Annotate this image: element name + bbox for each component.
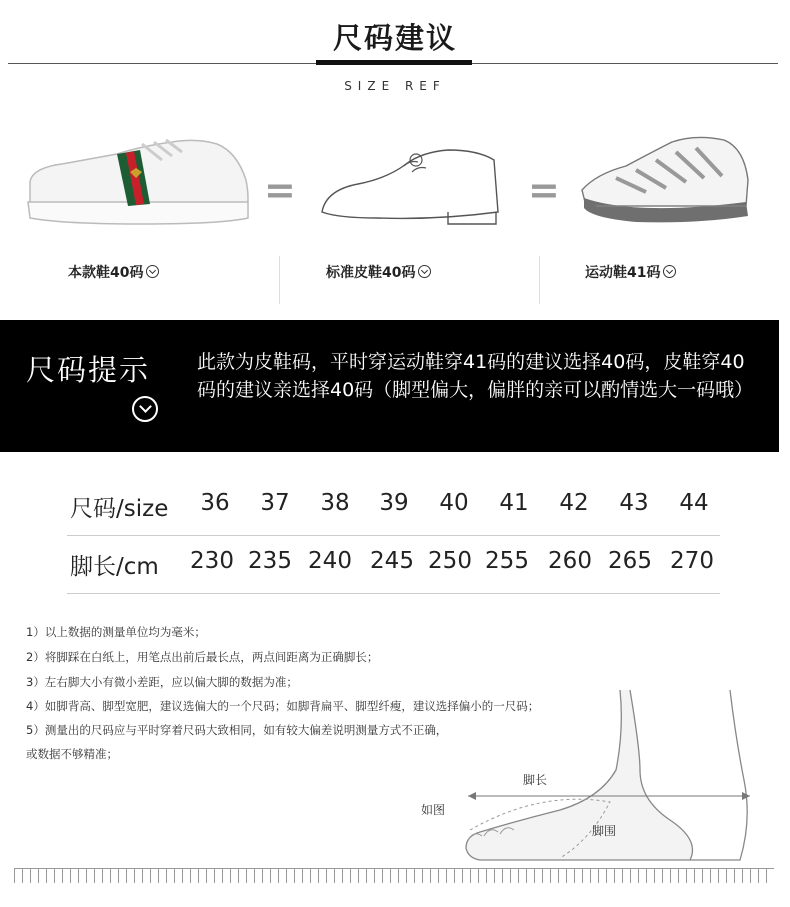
download-circle-icon <box>418 265 431 278</box>
shoe-label <box>326 262 431 282</box>
length-cell: 245 <box>370 548 414 574</box>
size-row <box>70 490 720 530</box>
equals-sign: = <box>264 168 296 212</box>
length-cell: 260 <box>548 548 592 574</box>
foot-diagram <box>440 690 770 870</box>
figure-label: 如图 <box>421 803 446 817</box>
shoe-label-text: 本款鞋40码 <box>68 265 144 281</box>
page-title: 尺码建议 <box>332 21 457 55</box>
size-cell: 40 <box>439 490 469 516</box>
measure-note: 或数据不够精准； <box>26 747 118 761</box>
title-underline <box>316 60 472 65</box>
table-divider <box>67 593 720 594</box>
measure-note: 5）测量出的尺码应与平时穿着尺码大致相同，如有较大偏差说明测量方式不正确， <box>26 723 448 737</box>
size-cell: 38 <box>320 490 350 516</box>
measure-note: 3）左右脚大小有微小差距，应以偏大脚的数据为准； <box>26 675 298 689</box>
length-cell: 235 <box>248 548 292 574</box>
sneaker-image <box>22 120 254 240</box>
measure-note: 2）将脚踩在白纸上，用笔点出前后最长点，两点间距离为正确脚长； <box>26 650 379 664</box>
ruler-scale <box>14 868 774 883</box>
length-cell: 250 <box>428 548 472 574</box>
size-tip-text: 此款为皮鞋码，平时穿运动鞋穿41码的建议选择40码，皮鞋穿40码的建议亲选择40码（脚型偏大，偏胖的亲可以酌情选大一码哦） <box>197 351 754 401</box>
size-cell: 42 <box>559 490 589 516</box>
shoe-label-text: 标准皮鞋40码 <box>326 265 416 281</box>
size-cell: 37 <box>260 490 290 516</box>
size-tip-title: 尺码提示 <box>26 353 151 387</box>
running-shoe-image <box>576 120 752 240</box>
length-cell: 270 <box>670 548 714 574</box>
shoe-label <box>585 262 676 282</box>
length-cell: 255 <box>485 548 529 574</box>
table-divider <box>67 535 720 536</box>
chevron-down-circle-icon <box>132 396 158 422</box>
foot-length-label: 脚长 <box>523 773 548 787</box>
length-cell: 240 <box>308 548 352 574</box>
length-cell: 230 <box>190 548 234 574</box>
page-subtitle: SIZE REF <box>344 79 446 93</box>
size-cell: 36 <box>200 490 230 516</box>
column-divider <box>279 256 280 304</box>
dress-shoe-image <box>318 120 504 240</box>
size-header: 尺码/size <box>70 496 169 522</box>
download-circle-icon <box>663 265 676 278</box>
shoe-label <box>68 262 159 282</box>
shoe-label-text: 运动鞋41码 <box>585 265 661 281</box>
foot-girth-label: 脚围 <box>592 824 617 838</box>
size-cell: 41 <box>499 490 529 516</box>
measure-note: 4）如脚背高、脚型宽肥，建议选偏大的一个尺码；如脚背扁平、脚型纤瘦，建议选择偏小的一尺码； <box>26 699 540 713</box>
foot-length-row <box>70 548 720 588</box>
size-cell: 43 <box>619 490 649 516</box>
download-circle-icon <box>146 265 159 278</box>
length-header: 脚长/cm <box>70 554 159 580</box>
measure-note: 1）以上数据的测量单位均为毫米； <box>26 625 206 639</box>
column-divider <box>539 256 540 304</box>
length-cell: 265 <box>608 548 652 574</box>
size-cell: 44 <box>679 490 709 516</box>
size-cell: 39 <box>379 490 409 516</box>
equals-sign: = <box>528 168 560 212</box>
